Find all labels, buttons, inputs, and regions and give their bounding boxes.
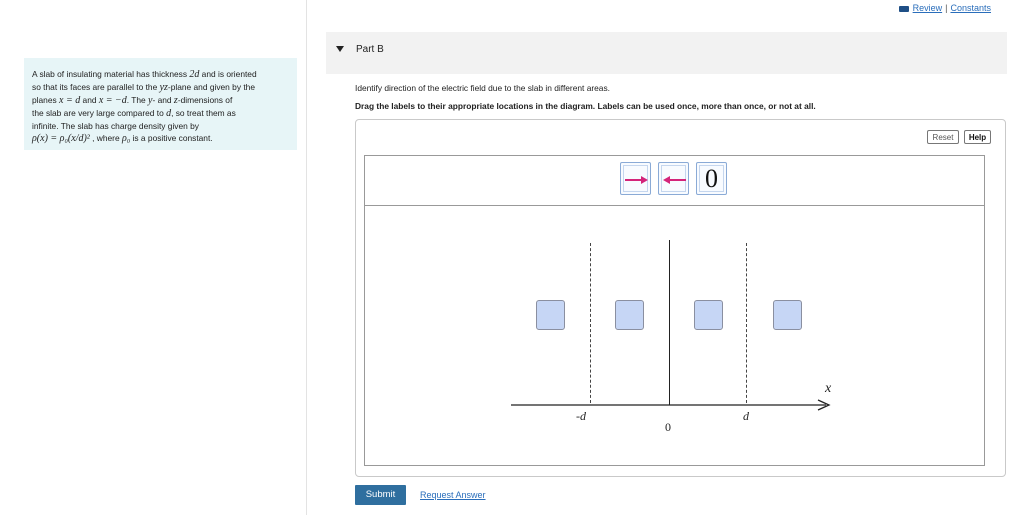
drag-instruction-text: Drag the labels to their appropriate locations in the diagram. Labels can be used once, more than once, or not at all. [355,101,816,111]
label-arrow-right[interactable] [620,162,651,195]
label-zero[interactable] [696,162,727,195]
dashed-line-neg-d [590,243,591,403]
submit-button[interactable]: Submit [355,485,406,505]
math-rho0: ρ₀ [121,133,131,144]
label-zero-text: 0 [705,164,718,193]
review-link[interactable]: Review [912,3,943,13]
part-title: Part B [356,44,384,55]
arrow-right-icon [621,163,652,196]
math-d: d [166,108,172,119]
tick-label-zero: 0 [665,420,671,434]
math-yz: yz [159,82,168,93]
math-z: z [173,95,178,106]
link-separator: | [945,3,948,13]
problem-statement: A slab of insulating material has thickness 2d and is oriented so that its faces are parallel to the yz-plane and given by the planes x = d and x = −d. The y- and z-dimensions of the slab are very large compared to d, so treat them as infinite. The slab has charge density given by ρ(x) = ρ₀(x/d)² , where ρ₀ is a positive constant. [24,58,297,150]
drop-target-left-inside[interactable] [615,300,644,330]
origin-line [669,240,670,405]
part-header[interactable] [326,32,1007,74]
dashed-line-pos-d [746,243,747,403]
top-links [899,3,991,13]
math-x-eq-d: x = d [59,95,81,106]
math-y: y [148,95,153,106]
instruction-text: Identify direction of the electric field due to the slab in different areas. [355,83,610,93]
drop-target-left-outside[interactable] [536,300,565,330]
tick-label-d: d [743,409,749,423]
request-answer-link[interactable]: Request Answer [420,490,486,500]
tick-label-neg-d: -d [576,409,586,423]
caret-down-icon[interactable] [336,46,344,52]
label-arrow-left[interactable] [658,162,689,195]
problem-column [0,0,307,515]
help-button[interactable]: Help [964,130,991,144]
book-icon [899,6,909,12]
label-tray-divider [365,205,985,206]
axis-label-x: x [825,381,832,396]
reset-button[interactable]: Reset [927,130,959,144]
drop-target-right-outside[interactable] [773,300,802,330]
constants-link[interactable]: Constants [950,3,991,13]
math-2d: 2d [189,69,200,80]
math-x-eq-neg-d: x = −d [98,95,127,106]
drop-target-right-inside[interactable] [694,300,723,330]
arrow-left-icon [659,163,690,196]
math-charge-density: ρ(x) = ρ₀(x/d)² [32,133,90,144]
drag-drop-area [364,155,985,466]
